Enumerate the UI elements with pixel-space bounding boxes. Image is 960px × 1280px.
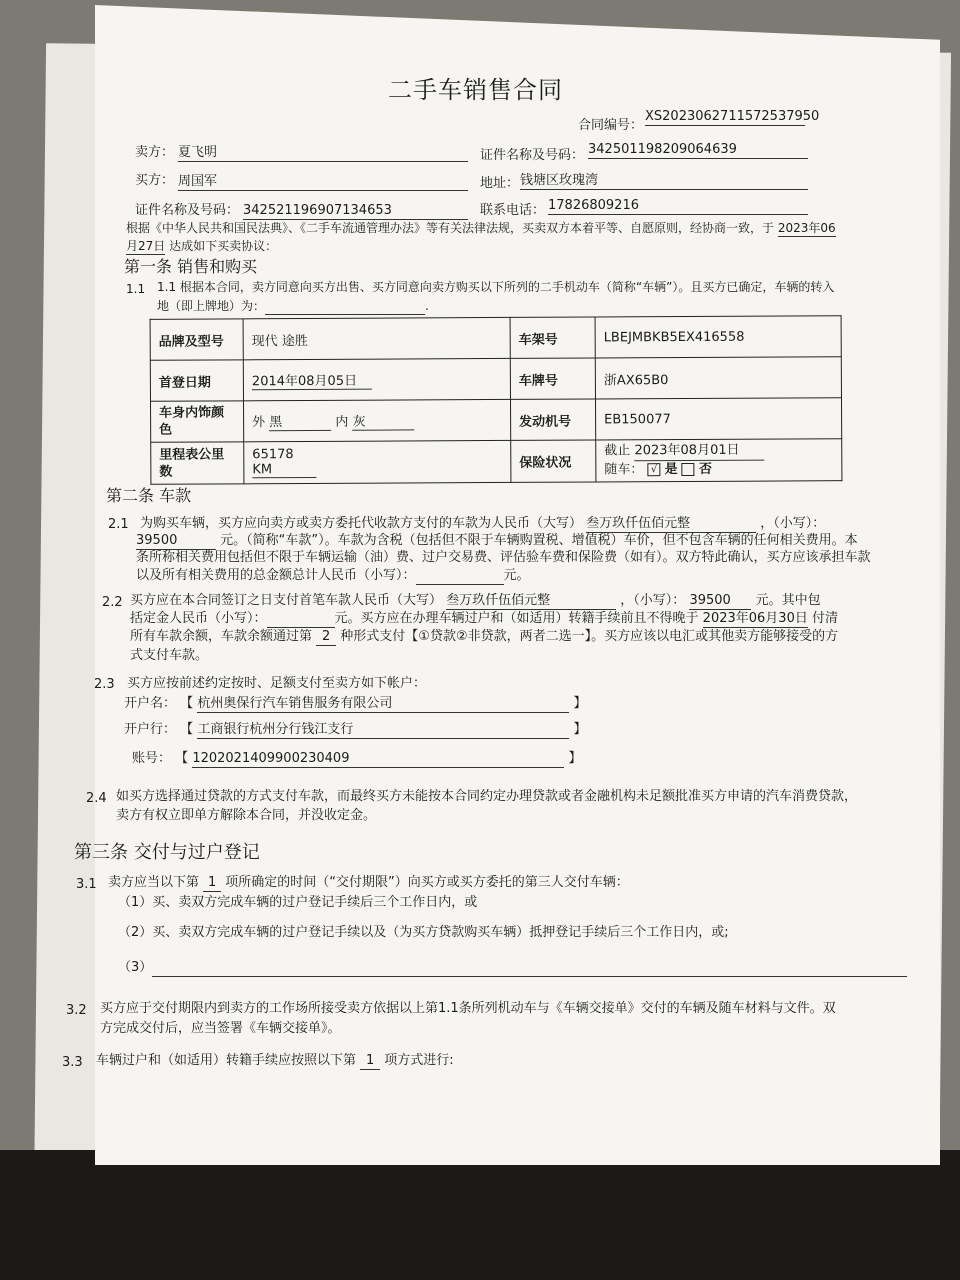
article-3-1-option-3 bbox=[118, 960, 907, 977]
article-2-2-d: 式支付车款。 bbox=[130, 648, 209, 663]
bracket-close: 】 bbox=[568, 751, 582, 766]
vehicle-info-table bbox=[150, 315, 843, 485]
frame-label: 车架号 bbox=[510, 317, 595, 358]
insurance-label: 保险状况 bbox=[511, 440, 596, 482]
inner-label: 内 bbox=[335, 414, 349, 430]
buyer-label: 买方： bbox=[135, 173, 175, 188]
article-3-2-num: 3.2 bbox=[66, 1003, 87, 1018]
article-2-2-big: 叁万玖仟伍佰元整 bbox=[446, 593, 616, 610]
insurance-cell bbox=[596, 439, 842, 482]
article-2-2-b2: 元。买方应在办理车辆过户和（如适用）转籍手续前且不得晚于 bbox=[334, 611, 699, 626]
mileage-label bbox=[151, 442, 244, 484]
transfer-location-blank bbox=[265, 298, 425, 315]
insurance-with-label: 随车： bbox=[604, 462, 644, 478]
bank-row bbox=[124, 722, 586, 739]
account-name-label: 开户名： bbox=[124, 696, 177, 711]
article-2-1-small: 39500 bbox=[136, 533, 216, 550]
engine-label: 发动机号 bbox=[510, 399, 595, 440]
color-label bbox=[151, 401, 244, 442]
article-1-1-text: 1.1 根据本合同，卖方同意向买方出售、买方同意向卖方购买以下所列的二手机动车（简称“车辆”）。且买方已确定，车辆的转入 bbox=[157, 280, 835, 294]
article-2-2-b3: 付清 bbox=[811, 611, 838, 626]
article-3-1-option-1: （1）买、卖双方完成车辆的过户登记手续后三个工作日内，或 bbox=[118, 895, 478, 910]
article-3-title: 第三条 交付与过户登记 bbox=[74, 842, 260, 863]
article-2-2-b: 括定金人民币（小写）： bbox=[130, 611, 267, 626]
seller-id-label: 证件名称及号码： bbox=[480, 148, 585, 163]
account-name-row bbox=[124, 696, 586, 713]
table-row bbox=[150, 357, 841, 402]
color-cell bbox=[244, 399, 511, 441]
article-3-1-line bbox=[108, 875, 629, 892]
contract-no: XS2023062711572537950 bbox=[645, 109, 820, 124]
contract-no-label: 合同编号： bbox=[578, 118, 644, 133]
article-2-1-big: 叁万玖仟伍佰元整 bbox=[586, 516, 756, 533]
article-3-1-b: 项所确定的时间（“交付期限”）向买方或买方委托的第三人交付车辆： bbox=[225, 875, 629, 890]
article-3-3-a: 车辆过户和（如适用）转籍手续应按照以下第 bbox=[96, 1053, 357, 1068]
contract-title: 二手车销售合同 bbox=[388, 76, 563, 104]
transfer-location-label: 地（即上牌地）为： bbox=[157, 299, 266, 313]
reg-date-value: 2014年08月05日 bbox=[252, 370, 372, 391]
article-2-title: 第二条 车款 bbox=[106, 486, 192, 505]
article-3-2-b: 方完成交付后，应当签署《车辆交接单》。 bbox=[100, 1021, 341, 1036]
article-3-1-option-3-label: （3） bbox=[118, 960, 153, 975]
article-2-2-date: 2023年06月30日 bbox=[702, 611, 808, 626]
reg-date-cell bbox=[243, 358, 510, 400]
insurance-until-label: 截止 bbox=[604, 443, 631, 459]
article-3-3-line bbox=[96, 1053, 454, 1070]
article-2-1-d: 以及所有相关费用的总金额总计人民币（小写）： bbox=[136, 568, 416, 583]
preamble-text-2: 达成如下买卖协议： bbox=[169, 239, 278, 253]
account-no-label: 账号： bbox=[132, 751, 172, 766]
article-2-2-line-2 bbox=[130, 611, 838, 628]
address-label: 地址： bbox=[480, 176, 520, 191]
phone-label: 联系电话： bbox=[480, 203, 546, 218]
article-2-4-b: 卖方有权立即单方解除本合同，并没收定金。 bbox=[116, 808, 377, 823]
bracket-close: 】 bbox=[573, 696, 587, 711]
mileage-label-2: 数 bbox=[159, 464, 173, 480]
account-name: 杭州奥保行汽车销售服务有限公司 bbox=[197, 696, 569, 713]
article-2-2-a: 买方应在本合同签订之日支付首笔车款人民币（大写） bbox=[130, 593, 443, 608]
article-2-2-line-1 bbox=[130, 593, 821, 610]
article-1-1-text2: 地（即上牌地）为： . bbox=[157, 299, 429, 313]
article-2-1-b: 元。（简称“车款”）。车款为含税（包括但不限于车辆购置税、增值税）车价，但不包含车辆的任何相关费用。本 bbox=[220, 533, 858, 548]
mileage-label-1: 里程表公里 bbox=[159, 446, 225, 463]
bracket-open: 【 bbox=[175, 751, 189, 766]
seller-label: 卖方： bbox=[135, 145, 175, 160]
preamble-text-1: 根据《中华人民共和国民法典》、《二手车流通管理办法》等有关法律法规，买卖双方本着平等、自愿原则，经协商一致，于 bbox=[126, 221, 775, 235]
article-2-1-small-label: ，（小写）： bbox=[760, 516, 826, 531]
table-row bbox=[151, 398, 842, 443]
preamble-1 bbox=[126, 220, 836, 237]
preamble-date-1: 2023年06 bbox=[777, 221, 836, 235]
article-2-2-small: 39500 bbox=[689, 593, 751, 610]
insurance-until: 2023年08月01日 bbox=[634, 442, 764, 462]
total-amount-blank bbox=[416, 568, 504, 585]
option-3-blank bbox=[152, 960, 907, 977]
no-label: 否 bbox=[698, 461, 713, 477]
preamble-2 bbox=[126, 238, 277, 255]
brand-value: 现代 途胜 bbox=[243, 317, 510, 359]
article-3-1-option-2: （2）买、卖双方完成车辆的过户登记手续以及（为买方贷款购买车辆）抵押登记手续后三个工作日内，或; bbox=[118, 925, 729, 940]
preamble-date-2: 月27日 bbox=[126, 239, 166, 253]
engine-value: EB150077 bbox=[595, 398, 841, 440]
outer-label: 外 bbox=[252, 415, 266, 431]
phone: 17826809216 bbox=[548, 198, 808, 215]
article-2-2-small-label: ，（小写）： bbox=[620, 593, 686, 608]
bank-label: 开户行： bbox=[124, 722, 177, 737]
article-2-1-c: 条所称相关费用包括但不限于车辆运输（油）费、过户交易费、评估验车费和保险费（如有）。双方特此确认，买方应该承担车款 bbox=[136, 550, 871, 565]
table-row bbox=[150, 316, 841, 361]
bracket-close: 】 bbox=[573, 722, 587, 737]
brand-label: 品牌及型号 bbox=[150, 319, 243, 360]
article-2-3-num: 2.3 bbox=[94, 677, 115, 692]
account-no-row bbox=[132, 751, 581, 768]
article-3-3-choice: 1 bbox=[360, 1053, 380, 1070]
yes-checkbox: √ bbox=[647, 463, 660, 476]
seller-name: 夏飞明 bbox=[178, 145, 468, 162]
article-2-1-line-2 bbox=[136, 533, 858, 550]
article-3-3-num: 3.3 bbox=[62, 1055, 83, 1070]
bracket-open: 【 bbox=[180, 696, 194, 711]
article-2-2-c2: 种形式支付【①贷款②非贷款，两者二选一】。买方应该以电汇或其他卖方能够接受的方 bbox=[340, 629, 839, 644]
bracket-open: 【 bbox=[180, 722, 194, 737]
color-label-2: 色 bbox=[159, 422, 173, 438]
article-2-1-e: 元。 bbox=[503, 568, 530, 583]
article-2-4-num: 2.4 bbox=[86, 791, 107, 806]
plate-label: 车牌号 bbox=[510, 358, 595, 399]
article-2-4-a: 如买方选择通过贷款的方式支付车款，而最终买方未能按本合同约定办理贷款或者金融机构未足额批准买方申请的汽车消费贷款， bbox=[116, 789, 858, 804]
inner-color: 灰 bbox=[353, 410, 415, 430]
frame-value: LBEJMBKB5EX416558 bbox=[595, 316, 841, 358]
mileage-cell bbox=[244, 440, 511, 483]
reg-date-label: 首登日期 bbox=[150, 360, 243, 401]
outer-color: 黑 bbox=[269, 411, 331, 431]
buyer-name: 周国军 bbox=[178, 174, 468, 191]
seller-id: 342501198209064639 bbox=[588, 142, 808, 159]
table-row bbox=[151, 439, 842, 485]
article-2-1-num: 2.1 bbox=[108, 517, 129, 532]
article-2-1-line-1 bbox=[140, 516, 825, 533]
article-2-2-a2: 元。其中包 bbox=[755, 593, 821, 608]
article-3-3-b: 项方式进行: bbox=[384, 1053, 454, 1068]
article-1-1-num: 1.1 bbox=[126, 282, 146, 296]
no-checkbox bbox=[682, 463, 695, 476]
plate-value: 浙AX65B0 bbox=[595, 357, 841, 399]
buyer-id-label: 证件名称及号码： bbox=[135, 203, 240, 218]
article-2-3-a: 买方应按前述约定按时、足额支付至卖方如下帐户： bbox=[127, 676, 427, 691]
article-2-1-line-4 bbox=[136, 568, 530, 585]
deposit-blank bbox=[267, 611, 335, 628]
article-1-title: 第一条 销售和购买 bbox=[124, 257, 258, 276]
article-2-2-c: 所有车款余额，车款余额通过第 bbox=[130, 629, 313, 644]
article-2-2-choice: 2 bbox=[316, 629, 336, 646]
article-3-2-a: 买方应于交付期限内到卖方的工作场所接受卖方依据以上第1.1条所列机动车与《车辆交接单》交付的车辆及随车材料与文件。双 bbox=[100, 1001, 836, 1016]
color-label-1: 车身内饰颜 bbox=[159, 405, 225, 421]
bank-name: 工商银行杭州分行钱江支行 bbox=[197, 722, 569, 739]
address: 钱塘区玫瑰湾 bbox=[520, 173, 808, 190]
article-2-2-line-3 bbox=[130, 629, 838, 646]
account-no: 1202021409900230409 bbox=[192, 751, 564, 768]
buyer-id: 342521196907134653 bbox=[243, 203, 468, 220]
article-3-1-choice: 1 bbox=[203, 875, 221, 892]
mileage-value: 65178 KM bbox=[252, 447, 316, 478]
yes-label: 是 bbox=[664, 462, 678, 478]
article-3-1-a: 卖方应当以下第 bbox=[108, 875, 200, 890]
article-2-1-a: 为购买车辆，买方应向卖方或卖方委托代收款方支付的车款为人民币（大写） bbox=[140, 516, 583, 531]
article-3-1-num: 3.1 bbox=[76, 877, 97, 892]
article-2-2-num: 2.2 bbox=[102, 595, 123, 610]
